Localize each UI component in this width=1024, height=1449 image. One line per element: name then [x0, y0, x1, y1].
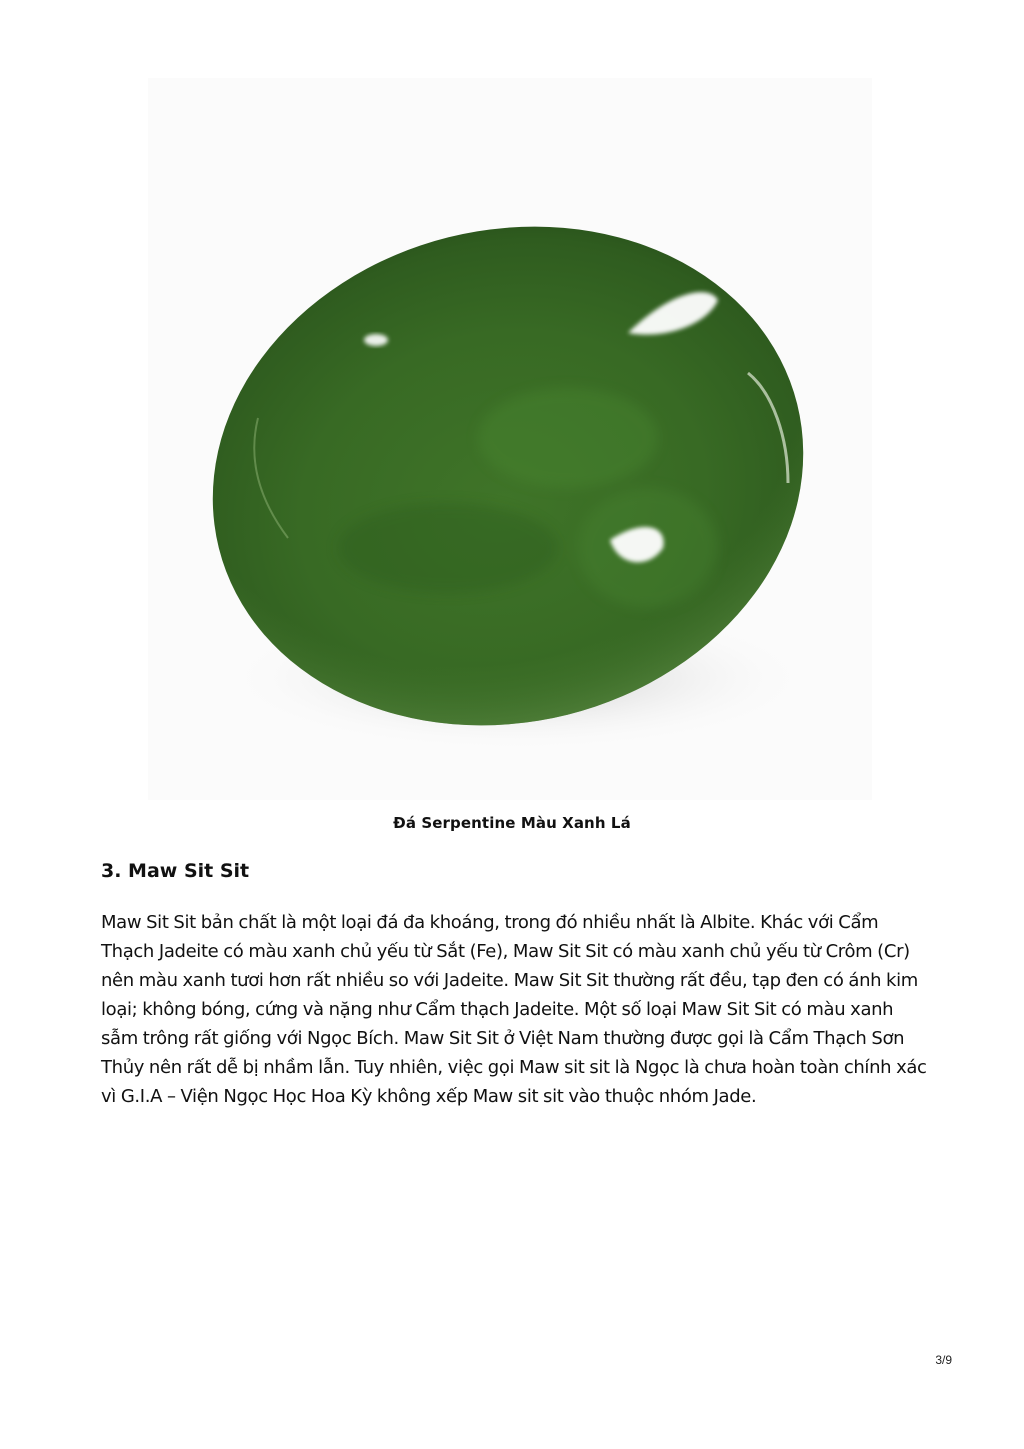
- figure-caption: Đá Serpentine Màu Xanh Lá: [393, 814, 631, 832]
- page-number: 3/9: [935, 1353, 952, 1367]
- section-paragraph: Maw Sit Sit bản chất là một loại đá đa khoáng, trong đó nhiều nhất là Albite. Khác với Cẩm Thạch Jadeite có màu xanh chủ yếu từ Sắt (Fe), Maw Sit Sit có màu xanh chủ yếu từ Crôm (Cr) nên màu xanh tươi hơn rất nhiều so với Jadeite. Maw Sit Sit thường rất đều, tạp đen có ánh kim loại; không bóng, cứng và nặng như Cẩm thạch Jadeite. Một số loại Maw Sit Sit có màu xanh sẫm trông rất giống với Ngọc Bích. Maw Sit Sit ở Việt Nam thường được gọi là Cẩm Thạch Sơn Thủy nên rất dễ bị nhầm lẫn. Tuy nhiên, việc gọi Maw sit sit là Ngọc là chưa hoàn toàn chính xác vì G.I.A – Viện Ngọc Học Hoa Kỳ không xếp Maw sit sit vào thuộc nhóm Jade.: [101, 912, 927, 1107]
- green-stone-illustration: [148, 78, 872, 800]
- section-heading: 3. Maw Sit Sit: [101, 860, 250, 882]
- serpentine-stone-image: [148, 78, 872, 800]
